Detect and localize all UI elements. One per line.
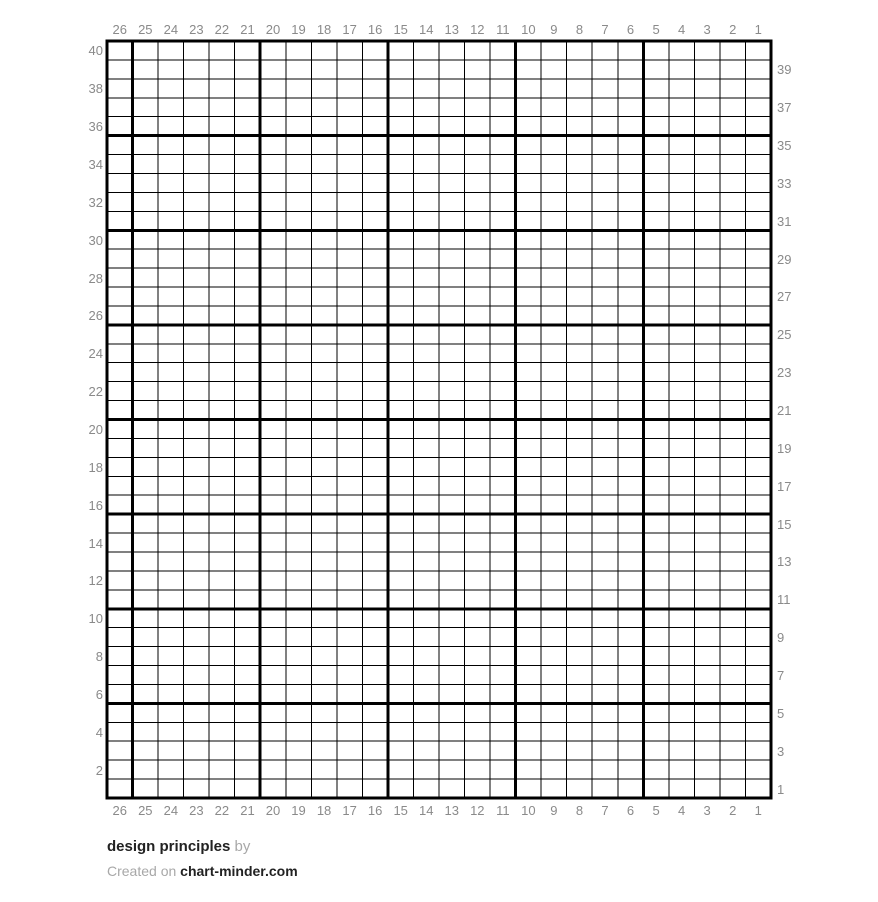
chart-byline: by xyxy=(234,838,251,855)
axis-label-left: 24 xyxy=(88,346,103,362)
axis-label-top: 16 xyxy=(367,22,383,37)
axis-label-left: 2 xyxy=(95,762,103,778)
axis-label-bottom: 13 xyxy=(444,803,459,818)
axis-label-top: 19 xyxy=(291,22,306,37)
chart-title: design principles xyxy=(107,838,231,855)
axis-label-top: 8 xyxy=(575,22,584,37)
axis-label-left: 40 xyxy=(88,43,103,59)
axis-label-bottom: 1 xyxy=(754,803,762,818)
axis-label-bottom: 21 xyxy=(240,803,255,818)
axis-label-bottom: 9 xyxy=(550,803,558,818)
axis-label-right: 23 xyxy=(777,365,792,381)
axis-label-right: 3 xyxy=(777,743,785,759)
axis-label-left: 28 xyxy=(88,270,103,286)
axis-label-right: 29 xyxy=(777,251,792,267)
axis-label-bottom: 20 xyxy=(265,803,281,818)
axis-label-right: 11 xyxy=(777,592,791,608)
axis-label-top: 10 xyxy=(521,22,536,37)
axis-label-top: 2 xyxy=(729,22,737,37)
chart-caption xyxy=(107,838,250,855)
axis-label-bottom: 12 xyxy=(470,803,485,818)
axis-label-bottom: 19 xyxy=(291,803,306,818)
axis-label-bottom: 23 xyxy=(189,803,204,818)
axis-label-right: 1 xyxy=(777,781,785,797)
footer-site-link[interactable]: chart-minder.com xyxy=(180,863,298,879)
axis-label-right: 7 xyxy=(777,667,785,683)
axis-label-left: 8 xyxy=(95,649,103,665)
axis-label-bottom: 10 xyxy=(521,803,536,818)
axis-label-top: 6 xyxy=(626,22,635,37)
axis-label-top: 17 xyxy=(342,22,357,37)
axis-label-left: 16 xyxy=(88,497,103,513)
axis-label-right: 25 xyxy=(777,327,792,343)
axis-label-top: 14 xyxy=(418,22,434,37)
axis-label-left: 34 xyxy=(88,157,103,172)
axis-label-bottom: 15 xyxy=(393,803,408,818)
axis-label-bottom: 17 xyxy=(342,803,357,818)
axis-label-right: 17 xyxy=(777,478,792,494)
axis-label-top: 25 xyxy=(138,22,153,37)
axis-label-right: 27 xyxy=(777,289,792,305)
axis-label-top: 24 xyxy=(163,22,179,37)
axis-label-top: 13 xyxy=(444,22,459,37)
axis-label-left: 18 xyxy=(88,459,103,475)
axis-label-right: 35 xyxy=(777,138,792,154)
axis-label-top: 7 xyxy=(601,22,609,37)
axis-label-right: 5 xyxy=(777,705,785,721)
axis-label-top: 12 xyxy=(470,22,485,37)
footer-created-text: Created on xyxy=(107,863,177,879)
axis-label-right: 15 xyxy=(777,516,792,532)
axis-label-bottom: 11 xyxy=(496,803,510,818)
axis-label-top: 5 xyxy=(652,22,660,37)
axis-label-bottom: 18 xyxy=(316,803,332,818)
axis-label-right: 9 xyxy=(777,630,785,646)
axis-label-right: 33 xyxy=(777,175,792,191)
axis-label-left: 14 xyxy=(88,535,103,551)
axis-label-bottom: 6 xyxy=(626,803,635,818)
axis-label-top: 3 xyxy=(703,22,711,37)
axis-label-top: 20 xyxy=(265,22,281,37)
axis-label-bottom: 26 xyxy=(112,803,127,818)
axis-label-top: 18 xyxy=(316,22,332,37)
footer-credit xyxy=(107,863,298,879)
axis-label-left: 30 xyxy=(88,232,103,248)
axis-label-top: 26 xyxy=(112,22,127,37)
axis-label-top: 1 xyxy=(754,22,762,37)
axis-label-bottom: 16 xyxy=(367,803,383,818)
axis-label-left: 20 xyxy=(88,421,103,437)
axis-label-top: 22 xyxy=(214,22,230,37)
axis-label-right: 39 xyxy=(777,62,792,78)
axis-label-left: 4 xyxy=(95,724,103,740)
axis-label-top: 15 xyxy=(393,22,408,37)
axis-label-right: 37 xyxy=(777,100,792,116)
axis-label-right: 19 xyxy=(777,440,792,456)
axis-label-left: 26 xyxy=(88,308,103,324)
axis-label-bottom: 3 xyxy=(703,803,711,818)
axis-label-left: 12 xyxy=(88,573,103,589)
axis-label-left: 32 xyxy=(88,194,103,210)
axis-label-top: 4 xyxy=(677,22,686,37)
axis-label-bottom: 14 xyxy=(418,803,434,818)
axis-label-right: 21 xyxy=(777,403,792,419)
axis-label-left: 22 xyxy=(88,384,103,400)
axis-label-left: 10 xyxy=(88,611,103,627)
axis-label-right: 13 xyxy=(777,554,792,570)
axis-label-bottom: 25 xyxy=(138,803,153,818)
axis-label-left: 6 xyxy=(95,686,103,702)
axis-label-bottom: 4 xyxy=(677,803,686,818)
axis-label-left: 36 xyxy=(88,119,103,135)
axis-label-bottom: 22 xyxy=(214,803,230,818)
axis-label-top: 11 xyxy=(496,22,510,37)
axis-label-bottom: 7 xyxy=(601,803,609,818)
axis-label-bottom: 2 xyxy=(729,803,737,818)
axis-label-top: 21 xyxy=(240,22,255,37)
axis-label-top: 23 xyxy=(189,22,204,37)
axis-label-bottom: 5 xyxy=(652,803,660,818)
axis-label-bottom: 24 xyxy=(163,803,179,818)
axis-label-left: 38 xyxy=(88,81,103,97)
axis-label-bottom: 8 xyxy=(575,803,584,818)
axis-label-top: 9 xyxy=(550,22,558,37)
axis-label-right: 31 xyxy=(777,213,792,229)
